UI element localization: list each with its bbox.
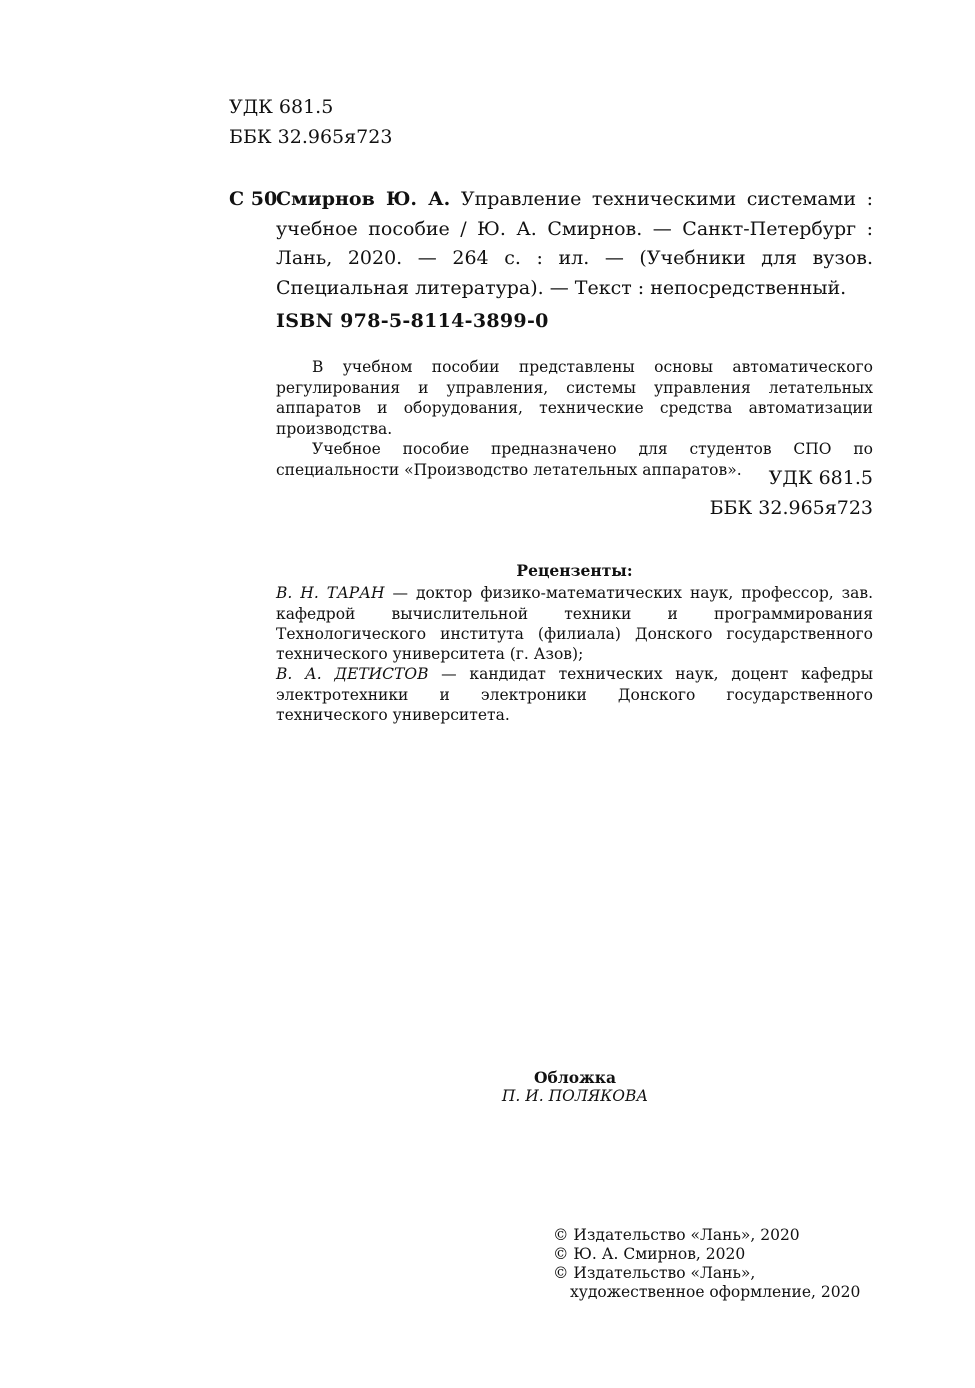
right-classification-codes xyxy=(600,463,873,523)
cover-designer: П. И. ПОЛЯКОВА xyxy=(501,1087,649,1105)
reviewer-details: — кандидат технических наук, доцент кафедры электротехники и электроники Донского государственного технического университета. xyxy=(276,665,873,725)
reviewer-name: В. А. ДЕТИСТОВ xyxy=(276,665,429,684)
bibliographic-description: Управление техническими системами : учебное пособие / Ю. А. Смирнов. — Санкт-Петербург : Лань, 2020. — 264 с. : ил. — (Учебники для вузов. Специальная литература). — Текст : непосредственный. xyxy=(276,188,873,299)
annotation-paragraph: В учебном пособии представлены основы автоматического регулирования и управления, системы управления летательных аппаратов и оборудования, технические средства автоматизации производства. xyxy=(276,358,873,438)
annotation-paragraph: Учебное пособие предназначено для студентов СПО по специальности «Производство летательных аппаратов». xyxy=(276,440,873,479)
reviewers-section xyxy=(276,561,873,725)
copyright-line: © Ю. А. Смирнов, 2020 xyxy=(553,1245,746,1263)
reviewer-entry xyxy=(276,664,873,725)
bibliographic-record xyxy=(276,185,873,303)
copyright-line: художественное оформление, 2020 xyxy=(570,1283,861,1301)
reviewer-details: — доктор физико-математических наук, профессор, зав. кафедрой вычислительной техники и программирования Технологического института (филиала) Донского государственного технического университета (г. Азов); xyxy=(276,584,873,664)
cover-credit xyxy=(450,1068,700,1106)
reviewer-entry xyxy=(276,583,873,664)
bbk-code: ББК 32.965я723 xyxy=(229,126,393,148)
isbn-number: ISBN 978-5-8114-3899-0 xyxy=(276,310,549,332)
catalog-author-mark: С 50 xyxy=(229,188,278,210)
bbk-code-right: ББК 32.965я723 xyxy=(709,497,873,519)
copyright-block xyxy=(553,1226,860,1302)
top-classification-codes xyxy=(229,92,392,152)
udk-code: УДК 681.5 xyxy=(229,96,334,118)
reviewer-name: В. Н. ТАРАН xyxy=(276,584,385,603)
udk-code-right: УДК 681.5 xyxy=(768,467,873,489)
copyright-line: © Издательство «Лань», 2020 xyxy=(553,1226,800,1244)
copyright-line: © Издательство «Лань», xyxy=(553,1264,756,1282)
cover-label: Обложка xyxy=(534,1068,616,1087)
reviewers-heading: Рецензенты: xyxy=(516,561,633,580)
annotation xyxy=(276,357,873,480)
author-name: Смирнов Ю. А. xyxy=(276,188,451,210)
